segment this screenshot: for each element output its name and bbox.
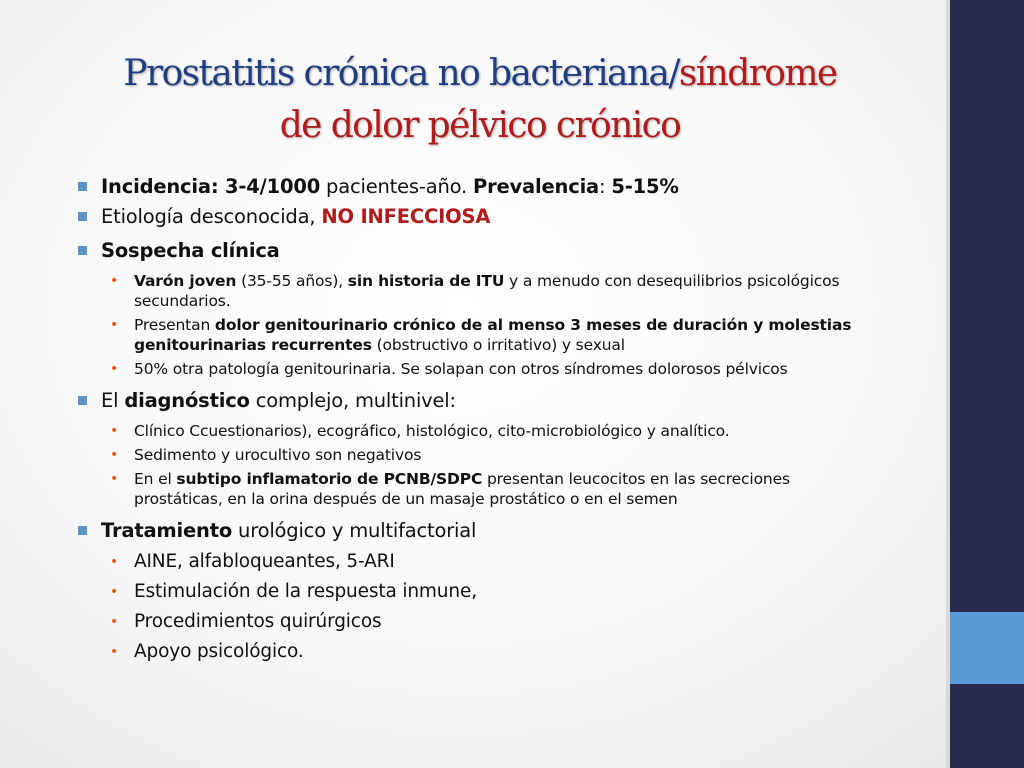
diagnostico-text-2: complejo, multinivel: [249, 389, 456, 412]
bullet-etiologia [78, 205, 878, 229]
sub-bullet-diagnostico-3 [78, 469, 878, 509]
sub-text: Presentan [134, 316, 215, 334]
prevalencia-sep: : [599, 175, 612, 198]
sub-text: presentan leucocitos en las secreciones prostáticas, en la orina después de un masaje prostático o en el semen [134, 470, 790, 508]
sub-text: Clínico Ccuestionarios), ecográfico, histológico, cito-microbiológico y analítico. [134, 422, 730, 440]
bullet-sospecha [78, 239, 878, 263]
title-part-1: Prostatitis crónica no bacteriana/ [123, 53, 679, 94]
square-bullet-icon [78, 246, 87, 255]
sub-text: Procedimientos quirúrgicos [134, 611, 382, 632]
sub-text: 50% otra patología genitourinaria. Se solapan con otros síndromes dolorosos pélvicos [134, 360, 788, 378]
bullet-dot-icon: • [110, 554, 119, 570]
bullet-dot-icon: • [110, 447, 119, 463]
sub-text: Sedimento y urocultivo son negativos [134, 446, 422, 464]
bullet-incidencia [78, 175, 878, 199]
sub-bold: sin historia de ITU [347, 272, 505, 290]
etiologia-text: Etiología desconocida, [101, 205, 322, 228]
bullet-dot-icon: • [110, 423, 119, 439]
prevalencia-label: Prevalencia [473, 175, 600, 198]
sub-text: En el [134, 470, 177, 488]
square-bullet-icon [78, 182, 87, 191]
sub-bullet-tratamiento-2 [78, 580, 878, 603]
bullet-dot-icon: • [110, 273, 119, 289]
bullet-dot-icon: • [110, 614, 119, 630]
diagnostico-text: El [101, 389, 125, 412]
sub-text: (obstructivo o irritativo) y sexual [371, 336, 625, 354]
prevalencia-value: 5-15% [611, 175, 679, 198]
bullet-dot-icon: • [110, 361, 119, 377]
bullet-dot-icon: • [110, 584, 119, 600]
sub-bold: Varón joven [134, 272, 237, 290]
bullet-dot-icon: • [110, 471, 119, 487]
sub-bullet-sospecha-3 [78, 359, 878, 379]
sospecha-label: Sospecha clínica [101, 239, 280, 262]
incidencia-label: Incidencia: 3-4/1000 [101, 175, 321, 198]
sub-text: y a menudo con desequilibrios psicológicos secundarios. [134, 272, 840, 310]
sub-bullet-tratamiento-3 [78, 610, 878, 633]
sub-bold: subtipo inflamatorio de PCNB/SDPC [176, 470, 483, 488]
square-bullet-icon [78, 212, 87, 221]
bullet-dot-icon: • [110, 317, 119, 333]
sub-bold: dolor genitourinario crónico de al menso 3 meses de duración y molestias genitourinarias recurrentes [134, 316, 852, 354]
sub-bullet-diagnostico-2 [78, 445, 878, 465]
title-line-2: de dolor pélvico crónico [279, 105, 681, 146]
sub-bullet-sospecha-2 [78, 315, 878, 355]
sub-text: Apoyo psicológico. [134, 641, 304, 662]
bullet-diagnostico [78, 389, 878, 413]
sub-text: Estimulación de la respuesta inmune, [134, 581, 477, 602]
sub-bullet-diagnostico-1 [78, 421, 878, 441]
slide-title [60, 48, 900, 152]
bullet-tratamiento [78, 519, 878, 543]
sub-bullet-tratamiento-1 [78, 550, 878, 573]
diagnostico-bold: diagnóstico [124, 389, 250, 412]
slide-body [78, 175, 878, 663]
tratamiento-text: urológico y multifactorial [232, 519, 477, 542]
sub-bullet-sospecha-1 [78, 271, 878, 311]
square-bullet-icon [78, 526, 87, 535]
title-part-2: síndrome [678, 53, 837, 94]
sidebar-accent-block [950, 612, 1024, 684]
etiologia-highlight: NO INFECCIOSA [321, 205, 491, 228]
sub-text: (35-55 años), [236, 272, 348, 290]
bullet-dot-icon: • [110, 644, 119, 660]
sub-text: AINE, alfabloqueantes, 5-ARI [134, 551, 395, 572]
square-bullet-icon [78, 396, 87, 405]
tratamiento-bold: Tratamiento [101, 519, 233, 542]
incidencia-text: pacientes-año. [320, 175, 474, 198]
sub-bullet-tratamiento-4 [78, 640, 878, 663]
